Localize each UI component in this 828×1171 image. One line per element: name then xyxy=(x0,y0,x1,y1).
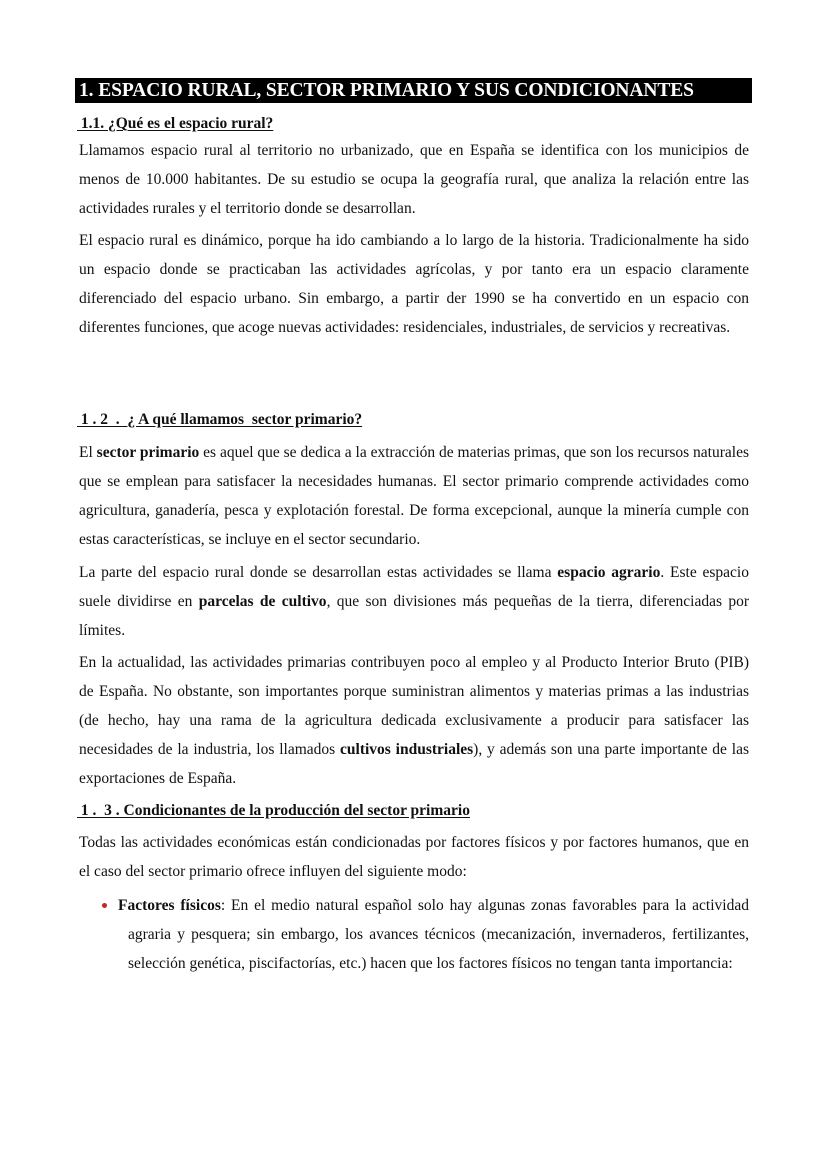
paragraph-espacio-rural-definicion xyxy=(79,136,749,223)
text-run: La parte del espacio rural donde se desarrollan estas actividades se llama xyxy=(79,564,558,581)
bold-term-cultivos-industriales: cultivos industriales xyxy=(340,741,474,758)
paragraph-espacio-agrario xyxy=(79,558,749,645)
text-run: ), y además son una parte importante de las exportaciones de España. xyxy=(79,741,749,787)
text-run: En la actualidad, las actividades primarias contribuyen poco al empleo y al Producto Interior Bruto (PIB) de España. No obstante, son importantes porque suministran alimentos y materias primas a las industrias (de hecho, hay una rama de la agricultura dedicada exclusivamente a producir para satisfacer las necesidades de la industria, los llamados xyxy=(79,654,749,758)
text-run: es aquel que se dedica a la extracción de materias primas, que son los recursos naturales que se emplean para satisfacer la necesidades humanas. El sector primario comprende actividades como agricultura, ganadería, pesca y explotación forestal. De forma excepcional, aunque la minería cumple con estas características, se incluye en el sector secundario. xyxy=(79,444,749,548)
text-run: , que son divisiones más pequeñas de la tierra, diferenciadas por límites. xyxy=(79,593,749,639)
bold-term-sector-primario: sector primario xyxy=(96,444,200,461)
paragraph-actividades-primarias-pib xyxy=(79,648,749,793)
bullet-dot-icon xyxy=(102,903,107,908)
section-heading-1-2: 1 . 2 . ¿ A qué llamamos sector primario? xyxy=(77,411,363,428)
bullet-item-factores-fisicos xyxy=(98,891,749,978)
bullet-text xyxy=(118,891,749,978)
bullet-list xyxy=(98,891,749,978)
bold-term-espacio-agrario: espacio agrario xyxy=(557,564,661,581)
bold-term-factores-fisicos: Factores físicos xyxy=(118,897,221,914)
text-run: . Este espacio suele dividirse en xyxy=(79,564,749,610)
text-run: : En el medio natural español solo hay algunas zonas favorables para la actividad agraria y pesquera; sin embargo, los avances técnicos (mecanización, invernaderos, fertilizantes, selección genética, piscifactorías, etc.) hacen que los factores físicos no tengan tanta importancia: xyxy=(128,897,749,972)
section-heading-1-3: 1 . 3 . Condicionantes de la producción del sector primario xyxy=(77,802,470,819)
text-run: Llamamos espacio rural al territorio no urbanizado, que en España se identifica con los municipios de menos de 10.000 habitantes. De su estudio se ocupa la geografía rural, que analiza la relación entre las actividades rurales y el territorio donde se desarrollan. xyxy=(79,142,749,217)
bold-term-parcelas-de-cultivo: parcelas de cultivo xyxy=(198,593,327,610)
main-heading: 1. ESPACIO RURAL, SECTOR PRIMARIO Y SUS CONDICIONANTES xyxy=(75,78,752,103)
text-run: Todas las actividades económicas están condicionadas por factores físicos y por factores humanos, que en el caso del sector primario ofrece influyen del siguiente modo: xyxy=(79,834,749,880)
paragraph-sector-primario-definicion xyxy=(79,438,749,554)
text-run: El espacio rural es dinámico, porque ha ido cambiando a lo largo de la historia. Tradicionalmente ha sido un espacio donde se practicaban las actividades agrícolas, y por tanto era un espacio claramente diferenciado del espacio urbano. Sin embargo, a partir der 1990 se ha convertido en un espacio con diferentes funciones, que acoge nuevas actividades: residenciales, industriales, de servicios y recreativas. xyxy=(79,232,749,336)
paragraph-condicionantes-intro xyxy=(79,828,749,886)
section-heading-1-1: 1.1. ¿Qué es el espacio rural? xyxy=(77,115,274,132)
text-run: El xyxy=(79,444,97,461)
paragraph-espacio-rural-dinamico xyxy=(79,226,749,342)
